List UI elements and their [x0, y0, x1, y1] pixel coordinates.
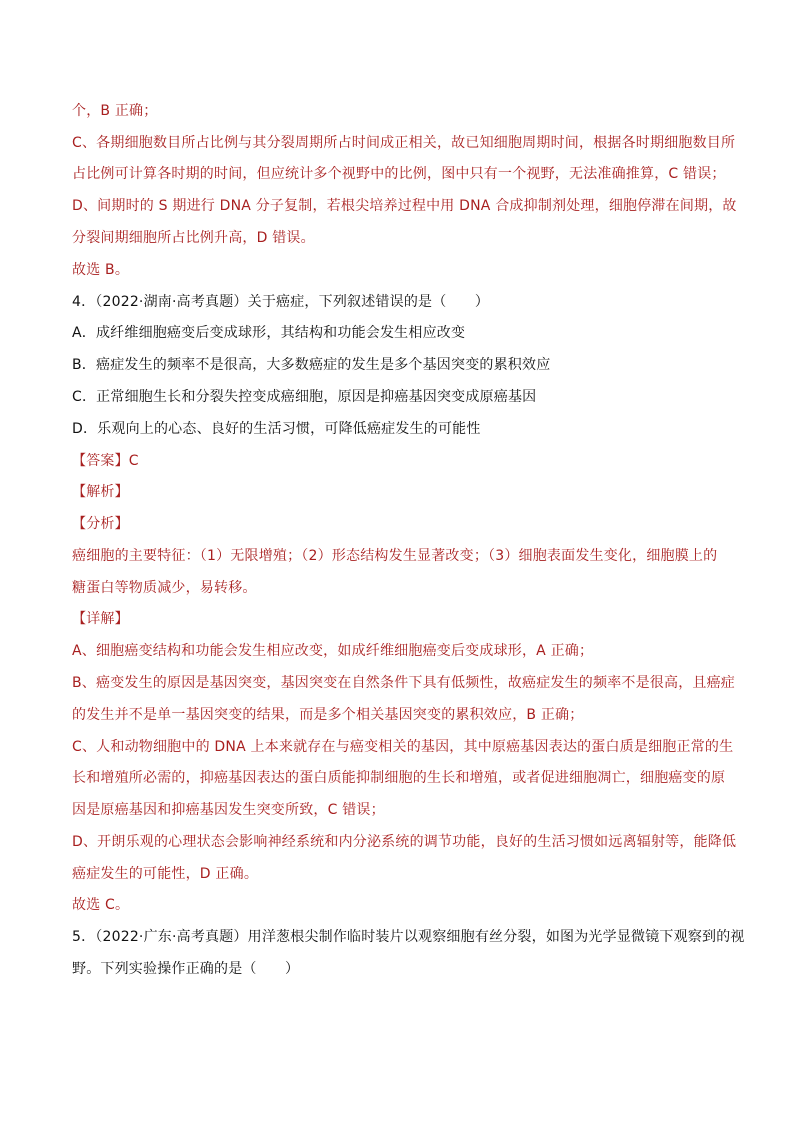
question-4-option-a: A．成纤维细胞癌变后变成球形，其结构和功能会发生相应改变 [72, 325, 466, 341]
question-5-stem: 野。下列实验操作正确的是（ ） [72, 961, 300, 977]
explanation-line: A、细胞癌变结构和功能会发生相应改变，如成纤维细胞癌变后变成球形，A 正确； [72, 643, 594, 659]
explanation-line: D、间期时的 S 期进行 DNA 分子复制，若根尖培养过程中用 DNA 合成抑制剂处理，细胞停滞在间期，故 [72, 198, 737, 214]
explanation-line: B、癌变发生的原因是基因突变，基因突变在自然条件下具有低频性，故癌症发生的频率不是很高，且癌症 [72, 675, 736, 691]
detail-heading: 【详解】 [72, 611, 129, 627]
analysis-subheading: 【分析】 [72, 516, 129, 532]
explanation-line: 的发生并不是单一基因突变的结果，而是多个相关基因突变的累积效应，B 正确； [72, 707, 584, 723]
conclusion-line: 故选 C。 [72, 897, 130, 913]
question-4-option-c: C．正常细胞生长和分裂失控变成癌细胞，原因是抑癌基因突变成原癌基因 [72, 389, 537, 405]
explanation-line: 长和增殖所必需的，抑癌基因表达的蛋白质能抑制细胞的生长和增殖，或者促进细胞凋亡，细胞癌变的原 [72, 770, 726, 786]
explanation-line: 分裂间期细胞所占比例升高，D 错误。 [72, 230, 315, 246]
explanation-line: C、各期细胞数目所占比例与其分裂周期所占时间成正相关，故已知细胞周期时间，根据各时期细胞数目所 [72, 135, 736, 151]
explanation-line: C、人和动物细胞中的 DNA 上本来就存在与癌变相关的基因，其中原癌基因表达的蛋白质是细胞正常的生 [72, 739, 734, 755]
question-4-option-d: D．乐观向上的心态、良好的生活习惯，可降低癌症发生的可能性 [72, 421, 481, 437]
question-4-stem: 4．（2022·湖南·高考真题）关于癌症，下列叙述错误的是（ ） [72, 294, 490, 310]
question-5-stem: 5．（2022·广东·高考真题）用洋葱根尖制作临时装片以观察细胞有丝分裂，如图为光学显微镜下观察到的视 [72, 929, 745, 945]
explanation-line: 占比例可计算各时期的时间，但应统计多个视野中的比例，图中只有一个视野，无法准确推算，C 错误； [72, 166, 726, 182]
explanation-line: 个，B 正确； [72, 103, 158, 119]
analysis-line: 糖蛋白等物质减少，易转移。 [72, 580, 257, 596]
question-4-option-b: B．癌症发生的频率不是很高，大多数癌症的发生是多个基因突变的累积效应 [72, 357, 551, 373]
explanation-line: 因是原癌基因和抑癌基因发生突变所致，C 错误； [72, 802, 385, 818]
explanation-line: 癌症发生的可能性，D 正确。 [72, 866, 259, 882]
answer-heading: 【答案】C [72, 453, 139, 469]
analysis-line: 癌细胞的主要特征：（1）无限增殖；（2）形态结构发生显著改变；（3）细胞表面发生变化，细胞膜上的 [72, 548, 718, 564]
analysis-heading: 【解析】 [72, 484, 129, 500]
explanation-line: D、开朗乐观的心理状态会影响神经系统和内分泌系统的调节功能，良好的生活习惯如远离辐射等，能降低 [72, 834, 737, 850]
conclusion-line: 故选 B。 [72, 262, 130, 278]
